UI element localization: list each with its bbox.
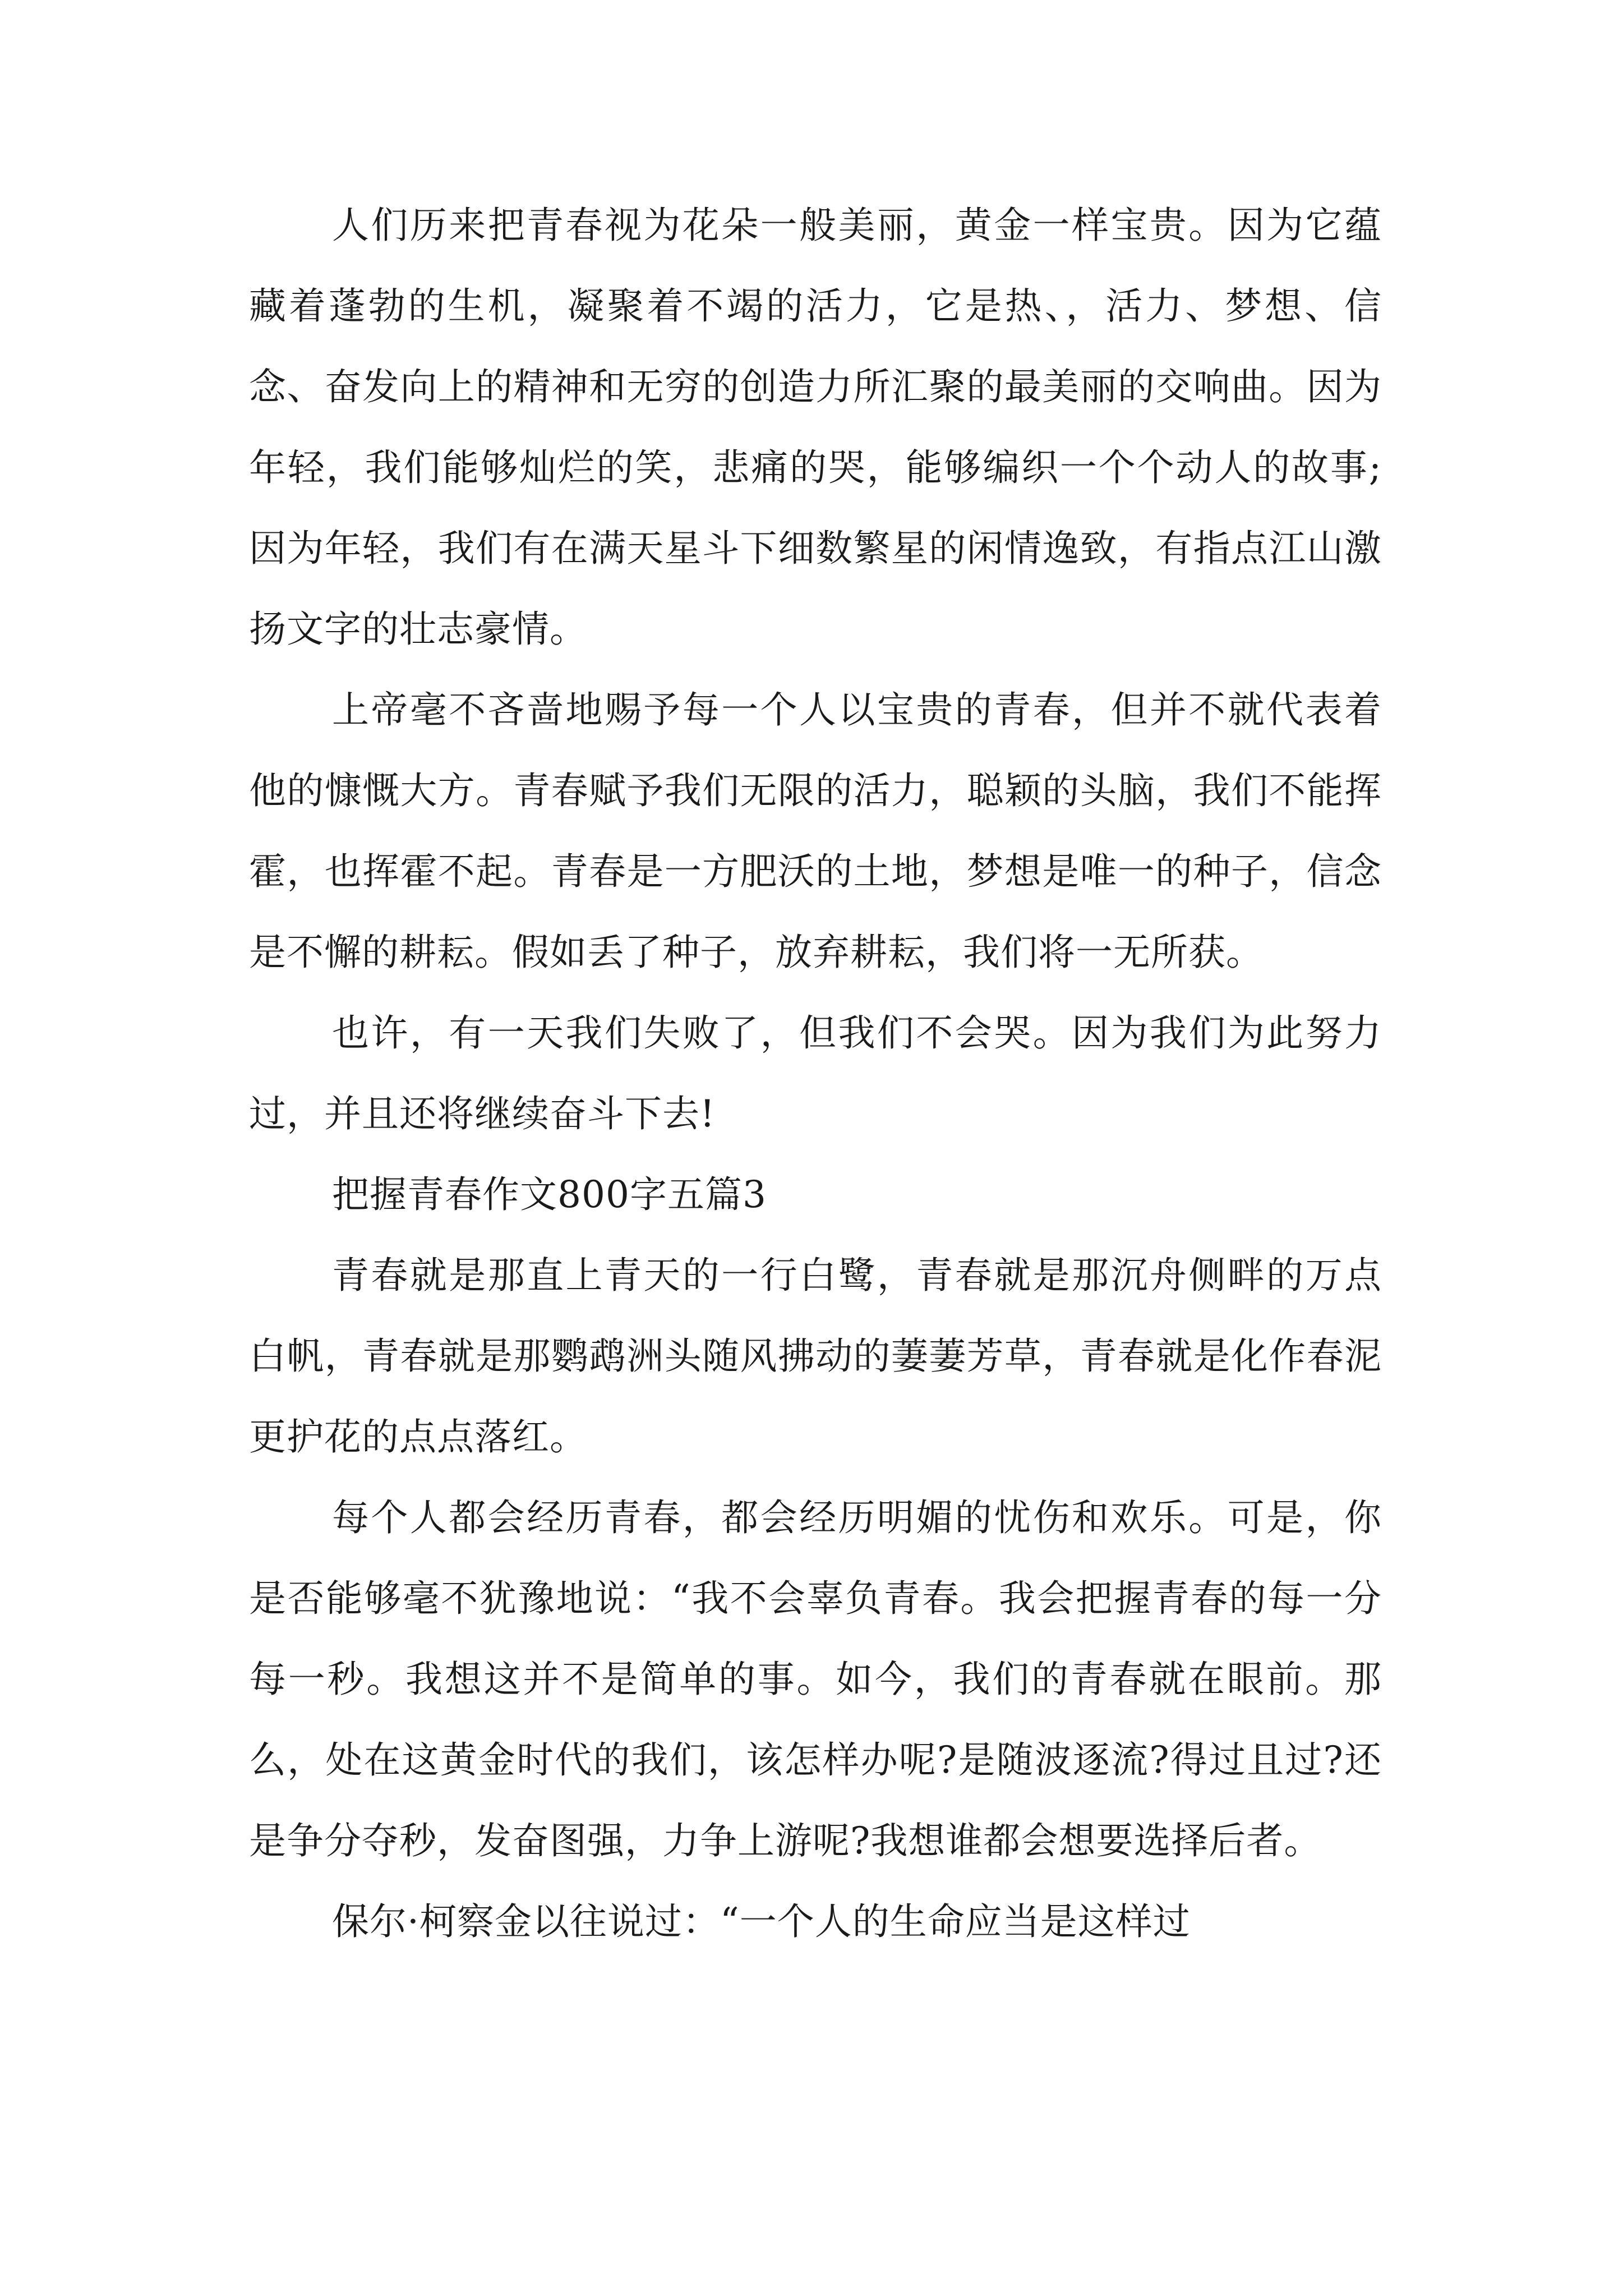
paragraph: 每个人都会经历青春，都会经历明媚的忧伤和欢乐。可是，你是否能够毫不犹豫地说：“我不会辜负青春。我会把握青春的每一分每一秒。我想这并不是简单的事。如今，我们的青春就在眼前。那么，处在这黄金时代的我们，该怎样办呢?是随波逐流?得过且过?还是争分夺秒，发奋图强，力争上游呢?我想谁都会想要选择后者。: [249, 1496, 1382, 1862]
paragraph: 青春就是那直上青天的一行白鹭，青春就是那沉舟侧畔的万点白帆，青春就是那鹦鹉洲头随风拂动的萋萋芳草，青春就是化作春泥更护花的点点落红。: [249, 1254, 1382, 1458]
paragraph: 人们历来把青春视为花朵一般美丽，黄金一样宝贵。因为它蕴藏着蓬勃的生机，凝聚着不竭的活力，它是热、，活力、梦想、信念、奋发向上的精神和无穷的创造力所汇聚的最美丽的交响曲。因为年轻，我们能够灿烂的笑，悲痛的哭，能够编织一个个动人的故事;因为年轻，我们有在满天星斗下细数繁星的闲情逸致，有指点江山激扬文字的壮志豪情。: [249, 204, 1382, 651]
paragraph: 也许，有一天我们失败了，但我们不会哭。因为我们为此努力过，并且还将继续奋斗下去!: [249, 1011, 1382, 1135]
article-body: [249, 185, 1382, 1962]
paragraph: 保尔·柯察金以往说过：“一个人的生命应当是这样过: [332, 1900, 1191, 1943]
section-heading: 把握青春作文800字五篇3: [332, 1173, 767, 1216]
paragraph: 上帝毫不吝啬地赐予每一个人以宝贵的青春，但并不就代表着他的慷慨大方。青春赋予我们无限的活力，聪颖的头脑，我们不能挥霍，也挥霍不起。青春是一方肥沃的土地，梦想是唯一的种子，信念是不懈的耕耘。假如丢了种子，放弃耕耘，我们将一无所获。: [249, 688, 1382, 974]
